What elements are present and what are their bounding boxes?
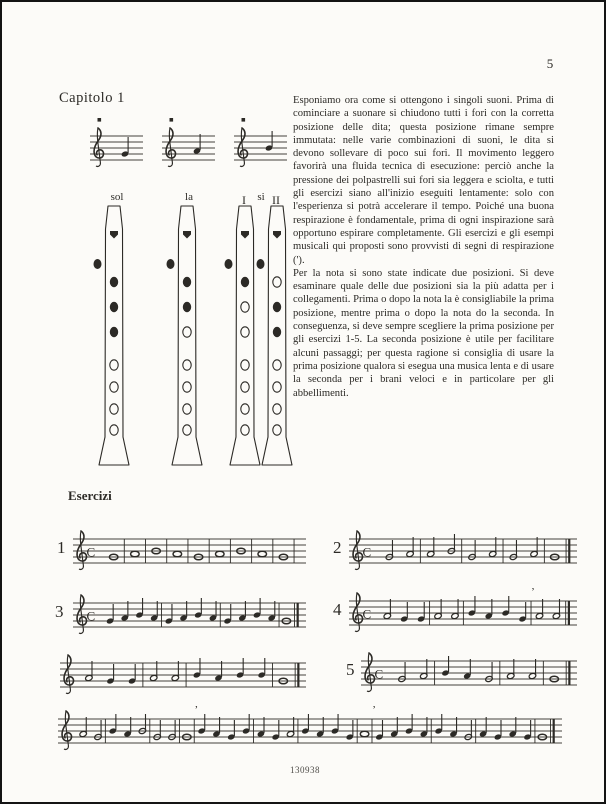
exercise-4-staff xyxy=(348,581,578,643)
fingering-chart-la xyxy=(165,204,209,470)
paragraph-si-positions: Per la nota si sono state indicate due posizioni. Si deve esaminare quale delle due posizioni sia la più adatta per i collegamenti. Prima o dopo la nota la è consigliabile la prima posizione, mentre prima o dopo la nota do la seconda. In conseguenza, si deve sempre scegliere la prima posizione per gli esercizi 1-5. La seconda posizione è utile per facilitare alcuni passaggi; per questa ragione si consiglia di usare la prima posizione qualora si esegua una musica lenta e di usare la seconda per i brani veloci e in particolare per gli abbellimenti. xyxy=(293,267,554,399)
svg-text:’: ’ xyxy=(194,704,199,716)
exercise-5-continuation-staff xyxy=(57,699,563,761)
note-diagram-la xyxy=(160,114,218,203)
note-label-sol: sol xyxy=(110,191,124,203)
mini-staff-sol xyxy=(88,114,146,183)
paragraph-tone-production: Esponiamo ora come si ottengono i singoli suoni. Prima di cominciare a suonare si chiudono tutti i fori con la corretta posizione delle dita; questa posizione rimane sempre immutata: nelle varie combinazioni di suoni, le dita si devono sollevare di poco sui fori. Il movimento leggero favorirà una fluida tecnica di esecuzione: perciò anche la pressione dei polpastrelli sui fori sia leggera e sciolta, e tutti gli esercizi siano all'inizio eseguiti lentamente: solo con l'esperienza si potrà accelerare il tempo. Poiché una buona respirazione è fondamentale, prima di ogni inspirazione sarà opportuno espirare completamente. Gli esercizi e gli esempi musicali qui proposti sono provvisti di segni di respirazione ('). xyxy=(293,95,554,266)
svg-text:C: C xyxy=(374,666,384,682)
exercise-number-4: 4 xyxy=(333,600,342,619)
exercise-number-1: 1 xyxy=(57,538,66,557)
exercise-5-staff xyxy=(360,641,578,703)
svg-text:C: C xyxy=(86,608,96,624)
mini-staff-la xyxy=(160,114,218,183)
exercise-3-staff xyxy=(72,583,307,645)
exercise-number-5: 5 xyxy=(346,660,355,679)
note-diagram-sol xyxy=(88,114,146,203)
svg-text:C: C xyxy=(86,544,96,560)
mini-staff-si xyxy=(232,114,290,183)
exercises-heading: Esercizi xyxy=(68,488,112,503)
note-diagram-si xyxy=(232,114,290,203)
body-text-column xyxy=(293,94,554,400)
note-label-si: si xyxy=(257,191,265,203)
exercise-number-3: 3 xyxy=(55,602,64,621)
svg-text:’: ’ xyxy=(531,586,535,598)
svg-text:C: C xyxy=(362,606,372,622)
exercise-1-staff xyxy=(72,519,307,581)
note-label-la: la xyxy=(185,191,193,203)
svg-text:C: C xyxy=(362,544,372,560)
plate-number: 130938 xyxy=(290,765,320,775)
exercise-number-2: 2 xyxy=(333,538,342,557)
fingering-chart-si-position2 xyxy=(255,204,299,470)
exercise-2-staff xyxy=(348,519,578,581)
fingering-chart-sol xyxy=(92,204,136,470)
exercise-4-continuation-staff xyxy=(59,643,307,705)
chapter-title: Capitolo 1 xyxy=(59,90,125,106)
position-label-I: I xyxy=(242,193,246,207)
position-label-II: II xyxy=(272,193,280,207)
page-number: 5 xyxy=(546,56,554,71)
svg-text:’: ’ xyxy=(372,704,376,716)
